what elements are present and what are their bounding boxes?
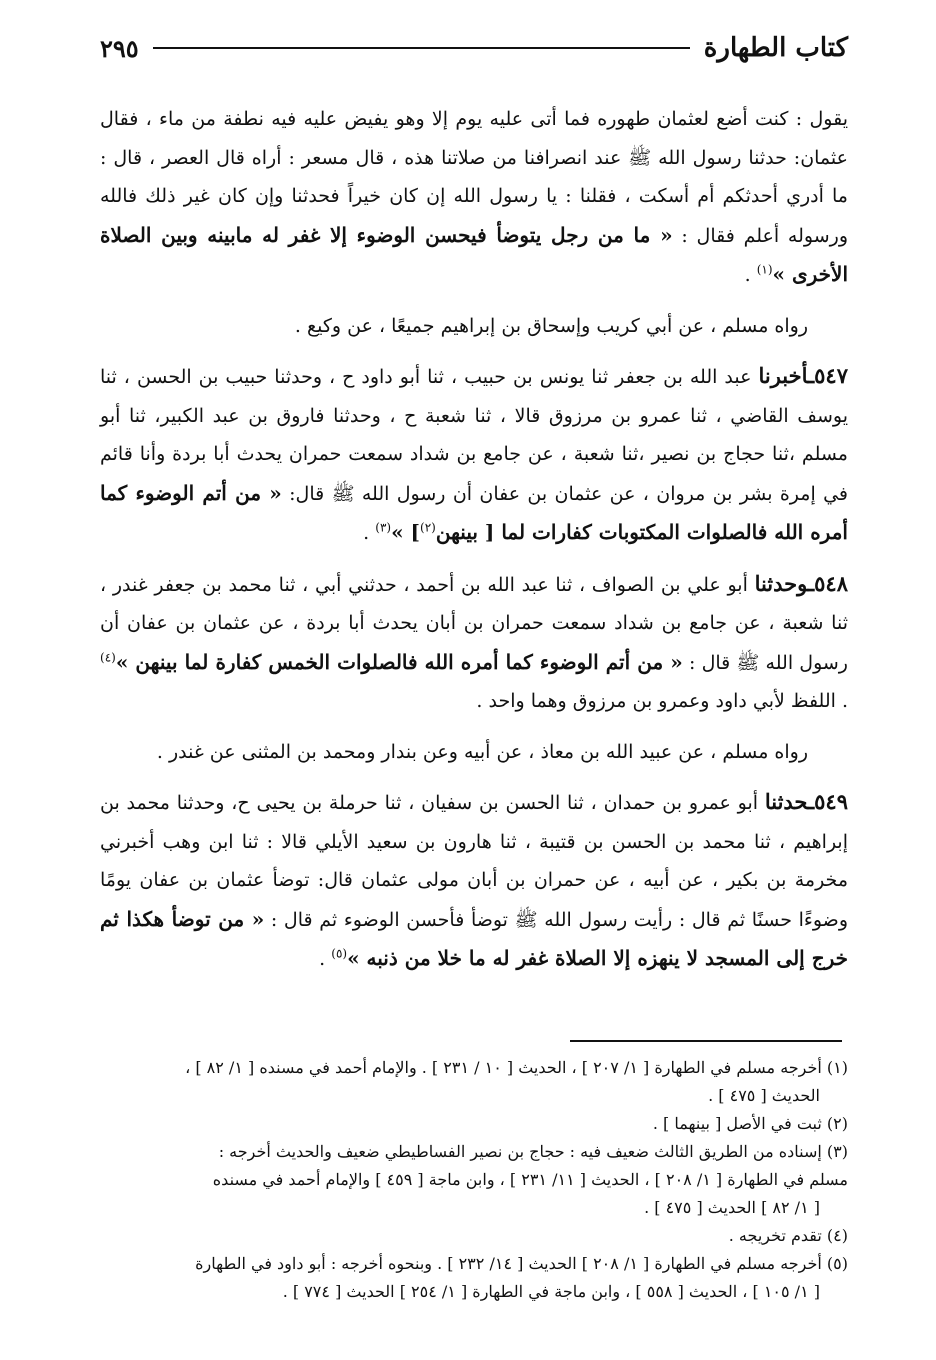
footnote-ref: (١) — [756, 262, 773, 277]
hadith-548 — [100, 565, 848, 721]
hadith-number: ٥٤٧ـ — [808, 363, 848, 388]
sentence-end: . اللفظ لأبي داود وعمرو بن مرزوق وهما واحد . — [476, 690, 848, 712]
footnote-separator — [570, 1040, 842, 1042]
footnote-4: (٤) تقدم تخريجه . — [728, 1226, 848, 1245]
footnotes — [100, 1054, 848, 1306]
hadith-matn: « ما من رجل يتوضأ فيحسن الوضوء إلا غفر له مابينه وبين الصلاة الأخرى » — [100, 222, 848, 286]
hadith-number: ٥٤٨ـ — [808, 570, 848, 596]
isnad-text: أبو عمرو بن حمدان ، ثنا الحسن بن سفيان ، ثنا حرملة بن يحيى ح، وحدثنا محمد بن إبراهيم ، ثنا محمد بن الحسن بن قتيبة ، ثنا هارون بن سعيد الأيلي قالا : ثنا ابن وهب أخبرني مخرمة بن بكير ، عن أبيه ، عن حمران بن أبان مولى عثمان قال: توضأ عثمان بن عفان يومًا وضوءًا حسنًا ثم قال : رأيت رسول الله ﷺ توضأ فأحسن الوضوء ثم قال : — [100, 792, 848, 931]
page-number: ٢٩٥ — [100, 33, 139, 63]
paragraph-narration: رواه مسلم ، عن أبي كريب وإسحاق بن إبراهيم جميعًا ، عن وكيع . — [294, 314, 808, 337]
sentence-end: . — [319, 948, 332, 970]
hadith-matn: « من أتم الوضوء كما أمره الله فالصلوات الخمس كفارة لما بينهن » — [115, 649, 683, 674]
footnote-ref: (٢) — [420, 520, 436, 535]
paragraph-narration: رواه مسلم ، عن عبيد الله بن معاذ ، عن أبيه وعن بندار ومحمد بن المثنى عن غندر . — [156, 740, 808, 763]
hadith-verb: أخبرنا — [758, 363, 808, 388]
footnote-3: (٣) إسناده من الطريق الثالث ضعيف فيه : حجاج بن نصير الفساطيطي ضعيف والحديث أخرجه : — [218, 1142, 848, 1161]
isnad-text: أبو علي بن الصواف ، ثنا عبد الله بن أحمد ، حدثني أبي ، ثنا محمد بن جعفر غندر ، ثنا شعبة ، عن جامع بن شداد سمعت حمران بن أبان يحدث أبا بردة ، عن عثمان بن عفان أن رسول الله ﷺ قال : — [100, 573, 848, 674]
hadith-matn-end: ] » — [391, 520, 421, 544]
main-text — [100, 100, 848, 979]
intro-text: يقول : كنت أضع لعثمان طهوره فما أتى عليه يوم إلا وهو يفيض عليه فيه نطفة من ماء ، فقال عثمان: حدثنا رسول الله ﷺ عند انصرافنا من صلاتنا هذه ، قال مسعر : أراه قال العصر ، قال : ما أدري أحدثكم أم أسكت ، فقلنا : يا رسول الله إن كان خيراً فحدثنا وإن كان غير ذلك فالله ورسوله أعلم فقال : — [100, 108, 848, 247]
footnote-5-continued: [ ١/ ١٠٥ ] ، الحديث [ ٥٥٨ ] ، وابن ماجة في الطهارة [ ١/ ٢٥٤ ] الحديث [ ٧٧٤ ] . — [282, 1282, 820, 1301]
hadith-verb: حدثنا — [764, 789, 808, 814]
header-rule — [153, 47, 690, 49]
hadith-matn: « من توضأ هكذا ثم خرج إلى المسجد لا ينهزه إلا الصلاة غفر له ما خلا من ذنبه » — [100, 906, 848, 970]
footnote-2: (٢) ثبت في الأصل [ بينهما ] . — [652, 1114, 848, 1133]
hadith-number: ٥٤٩ـ — [808, 789, 848, 814]
sentence-end: . — [744, 264, 757, 286]
footnote-ref: (٤) — [100, 650, 116, 665]
hadith-verb: وحدثنا — [754, 570, 808, 596]
footnote-3-continued: [ ١/ ٨٢ ] الحديث [ ٤٧٥ ] . — [644, 1198, 820, 1217]
footnote-3-continued: مسلم في الطهارة [ ١/ ٢٠٨ ] ، الحديث [ ١١/ ٢٣١ ] ، وابن ماجة [ ٤٥٩ ] والإمام أحمد في مسنده — [212, 1170, 848, 1189]
paragraph-intro — [100, 100, 848, 295]
footnote-5: (٥) أخرجه مسلم في الطهارة [ ١/ ٢٠٨ ] الحديث [ ١٤/ ٢٣٢ ] . وبنحوه أخرجه : أبو داود في الطهارة — [195, 1254, 848, 1273]
footnote-1-continued: الحديث [ ٤٧٥ ] . — [708, 1086, 820, 1105]
hadith-matn: « من أتم الوضوء كما أمره الله فالصلوات المكتوبات كفارات لما [ بينهن — [100, 480, 848, 544]
page-header — [100, 28, 848, 68]
running-title: كتاب الطهارة — [703, 33, 848, 63]
sentence-end: . — [363, 522, 376, 544]
footnote-ref: (٣) — [375, 520, 392, 535]
hadith-547 — [100, 357, 848, 553]
footnote-ref: (٥) — [331, 946, 348, 961]
isnad-text: عبد الله بن جعفر ثنا يونس بن حبيب ، ثنا أبو داود ح ، وحدثنا حبيب بن الحسن ، ثنا يوسف القاضي ، ثنا عمرو بن مرزوق قالا ، ثنا شعبة ح ، وحدثنا فاروق بن عبد الكبير، ثنا أبو مسلم ،ثنا حجاج بن نصير ،ثنا شعبة ، عن جامع بن شداد سمعت حمران يحدث أبا بردة وأنا قائم في إمرة بشر بن مروان ، عن عثمان بن عفان أن رسول الله ﷺ قال: — [100, 366, 848, 505]
hadith-549 — [100, 783, 848, 979]
footnote-1: (١) أخرجه مسلم في الطهارة [ ١/ ٢٠٧ ] ، الحديث [ ١٠ / ٢٣١ ] . والإمام أحمد في مسنده [ ١/ ٨٢ ] ، — [185, 1058, 848, 1077]
